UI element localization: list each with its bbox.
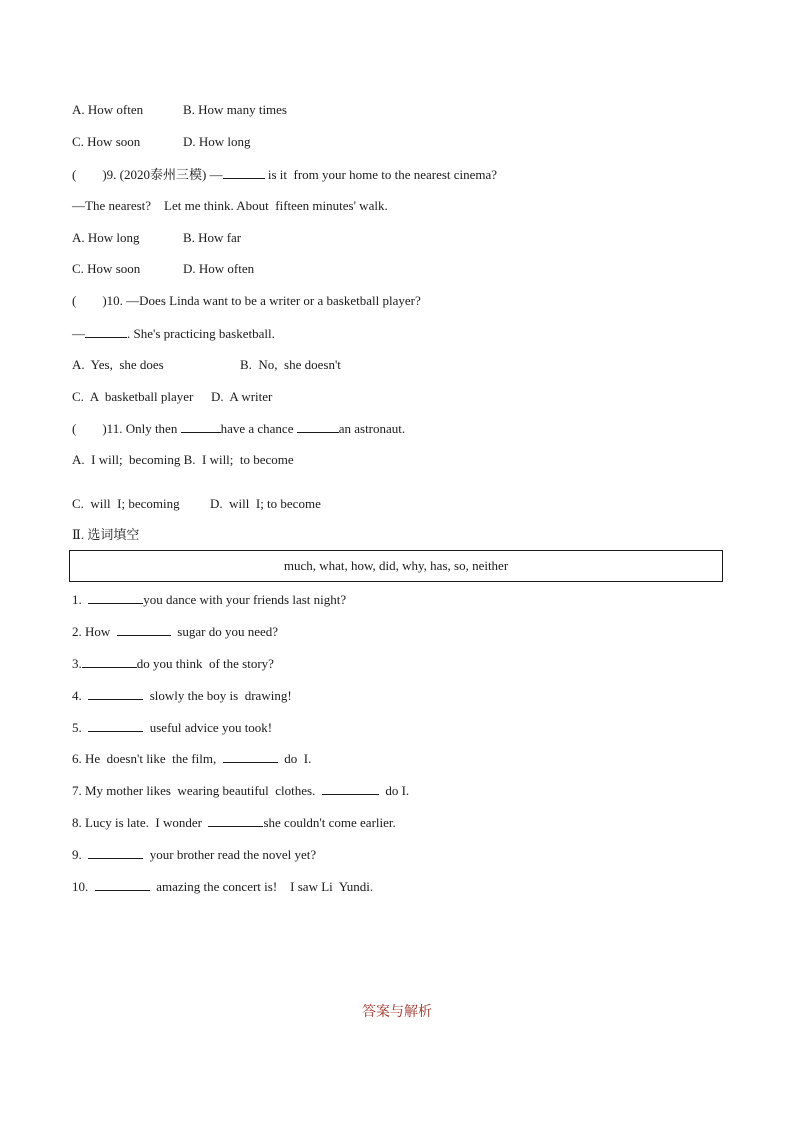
item-8-text: she couldn't come earlier.	[263, 815, 396, 830]
item-2-prefix: 2. How	[72, 624, 117, 639]
word-bank-words: much, what, how, did, why, has, so, neither	[283, 558, 509, 573]
q11-option-d: D. will I; to become	[210, 496, 321, 511]
q9-option-d: D. How often	[183, 261, 255, 276]
item-8-blank	[208, 814, 263, 827]
q9-blank	[223, 166, 265, 179]
q10-option-a: A. Yes, she does	[72, 357, 164, 372]
q10-option-c: C. A basketball player	[72, 389, 194, 404]
item-5-prefix: 5.	[72, 720, 89, 735]
q10-option-b: B. No, she doesn't	[240, 357, 341, 372]
item-5-text: useful advice you took!	[143, 720, 273, 735]
item-2-text: sugar do you need?	[170, 624, 278, 639]
item-7-prefix: 7. My mother likes wearing beautiful clothes.	[72, 783, 322, 798]
item-3	[72, 655, 274, 672]
q11-option-c: C. will I; becoming	[72, 496, 180, 511]
item-1-text: you dance with your friends last night?	[143, 592, 347, 607]
item-9-prefix: 9.	[72, 847, 89, 862]
item-6-prefix: 6. He doesn't like the film,	[72, 751, 223, 766]
q10-reply	[72, 325, 275, 342]
q9-reply: —The nearest? Let me think. About fifteen minutes' walk.	[72, 198, 388, 213]
q11-paren: ( )	[72, 421, 107, 436]
answer-section-heading: 答案与解析	[362, 1005, 432, 1020]
q10-option-d: D. A writer	[211, 389, 273, 404]
q10-dash: —	[72, 326, 85, 341]
q9-number: 9. (2020泰州三模) —	[106, 167, 223, 182]
q11-text-3: an astronaut.	[338, 421, 406, 436]
item-5	[72, 719, 272, 736]
q9-option-a: A. How long	[72, 230, 140, 245]
item-7-blank	[322, 782, 379, 795]
q8-option-b: B. How many times	[183, 102, 287, 117]
q11-blank-1	[181, 420, 221, 433]
section-title: Ⅱ. 选词填空	[72, 527, 140, 542]
item-2-blank	[117, 623, 171, 636]
q11-stem	[72, 420, 405, 437]
item-8-prefix: 8. Lucy is late. I wonder	[72, 815, 209, 830]
q11-blank-2	[297, 420, 339, 433]
q11-options-ab: A. I will; becoming B. I will; to become	[72, 452, 294, 467]
item-6-blank	[223, 750, 278, 763]
q10-reply-text: . She's practicing basketball.	[127, 326, 275, 341]
item-6	[72, 750, 311, 767]
q8-option-a: A. How often	[72, 102, 144, 117]
item-6-text: do I.	[277, 751, 312, 766]
q10-blank	[85, 325, 127, 338]
item-4-blank	[88, 687, 143, 700]
item-7-text: do I.	[378, 783, 410, 798]
item-9-blank	[88, 846, 143, 859]
word-bank-box	[69, 550, 723, 582]
q9-rest: is it from your home to the nearest cinema?	[264, 167, 498, 182]
q11-text-1: 11. Only then	[106, 421, 181, 436]
item-4-text: slowly the boy is drawing!	[143, 688, 292, 703]
q9-paren: ( )	[72, 167, 107, 182]
item-3-prefix: 3.	[72, 656, 82, 671]
item-7	[72, 782, 409, 799]
item-10-blank	[95, 878, 150, 891]
item-4	[72, 687, 292, 704]
item-1-prefix: 1.	[72, 592, 89, 607]
q8-option-d: D. How long	[183, 134, 251, 149]
q10-stem	[72, 293, 421, 309]
q10-text: 10. —Does Linda want to be a writer or a basketball player?	[106, 293, 421, 308]
item-2	[72, 623, 278, 640]
item-3-text: do you think of the story?	[136, 656, 274, 671]
q9-option-c: C. How soon	[72, 261, 141, 276]
item-8	[72, 814, 396, 831]
q10-paren: ( )	[72, 293, 107, 308]
item-10-text: amazing the concert is! I saw Li Yundi.	[149, 879, 374, 894]
q8-option-c: C. How soon	[72, 134, 141, 149]
item-1-blank	[88, 591, 143, 604]
item-9	[72, 846, 316, 863]
q9-option-b: B. How far	[183, 230, 242, 245]
q9-stem	[72, 166, 497, 183]
item-5-blank	[88, 719, 143, 732]
item-9-text: your brother read the novel yet?	[143, 847, 317, 862]
item-4-prefix: 4.	[72, 688, 89, 703]
item-3-blank	[82, 655, 137, 668]
item-10-prefix: 10.	[72, 879, 95, 894]
item-1	[72, 591, 346, 608]
item-10	[72, 878, 373, 895]
q11-text-2: have a chance	[220, 421, 297, 436]
